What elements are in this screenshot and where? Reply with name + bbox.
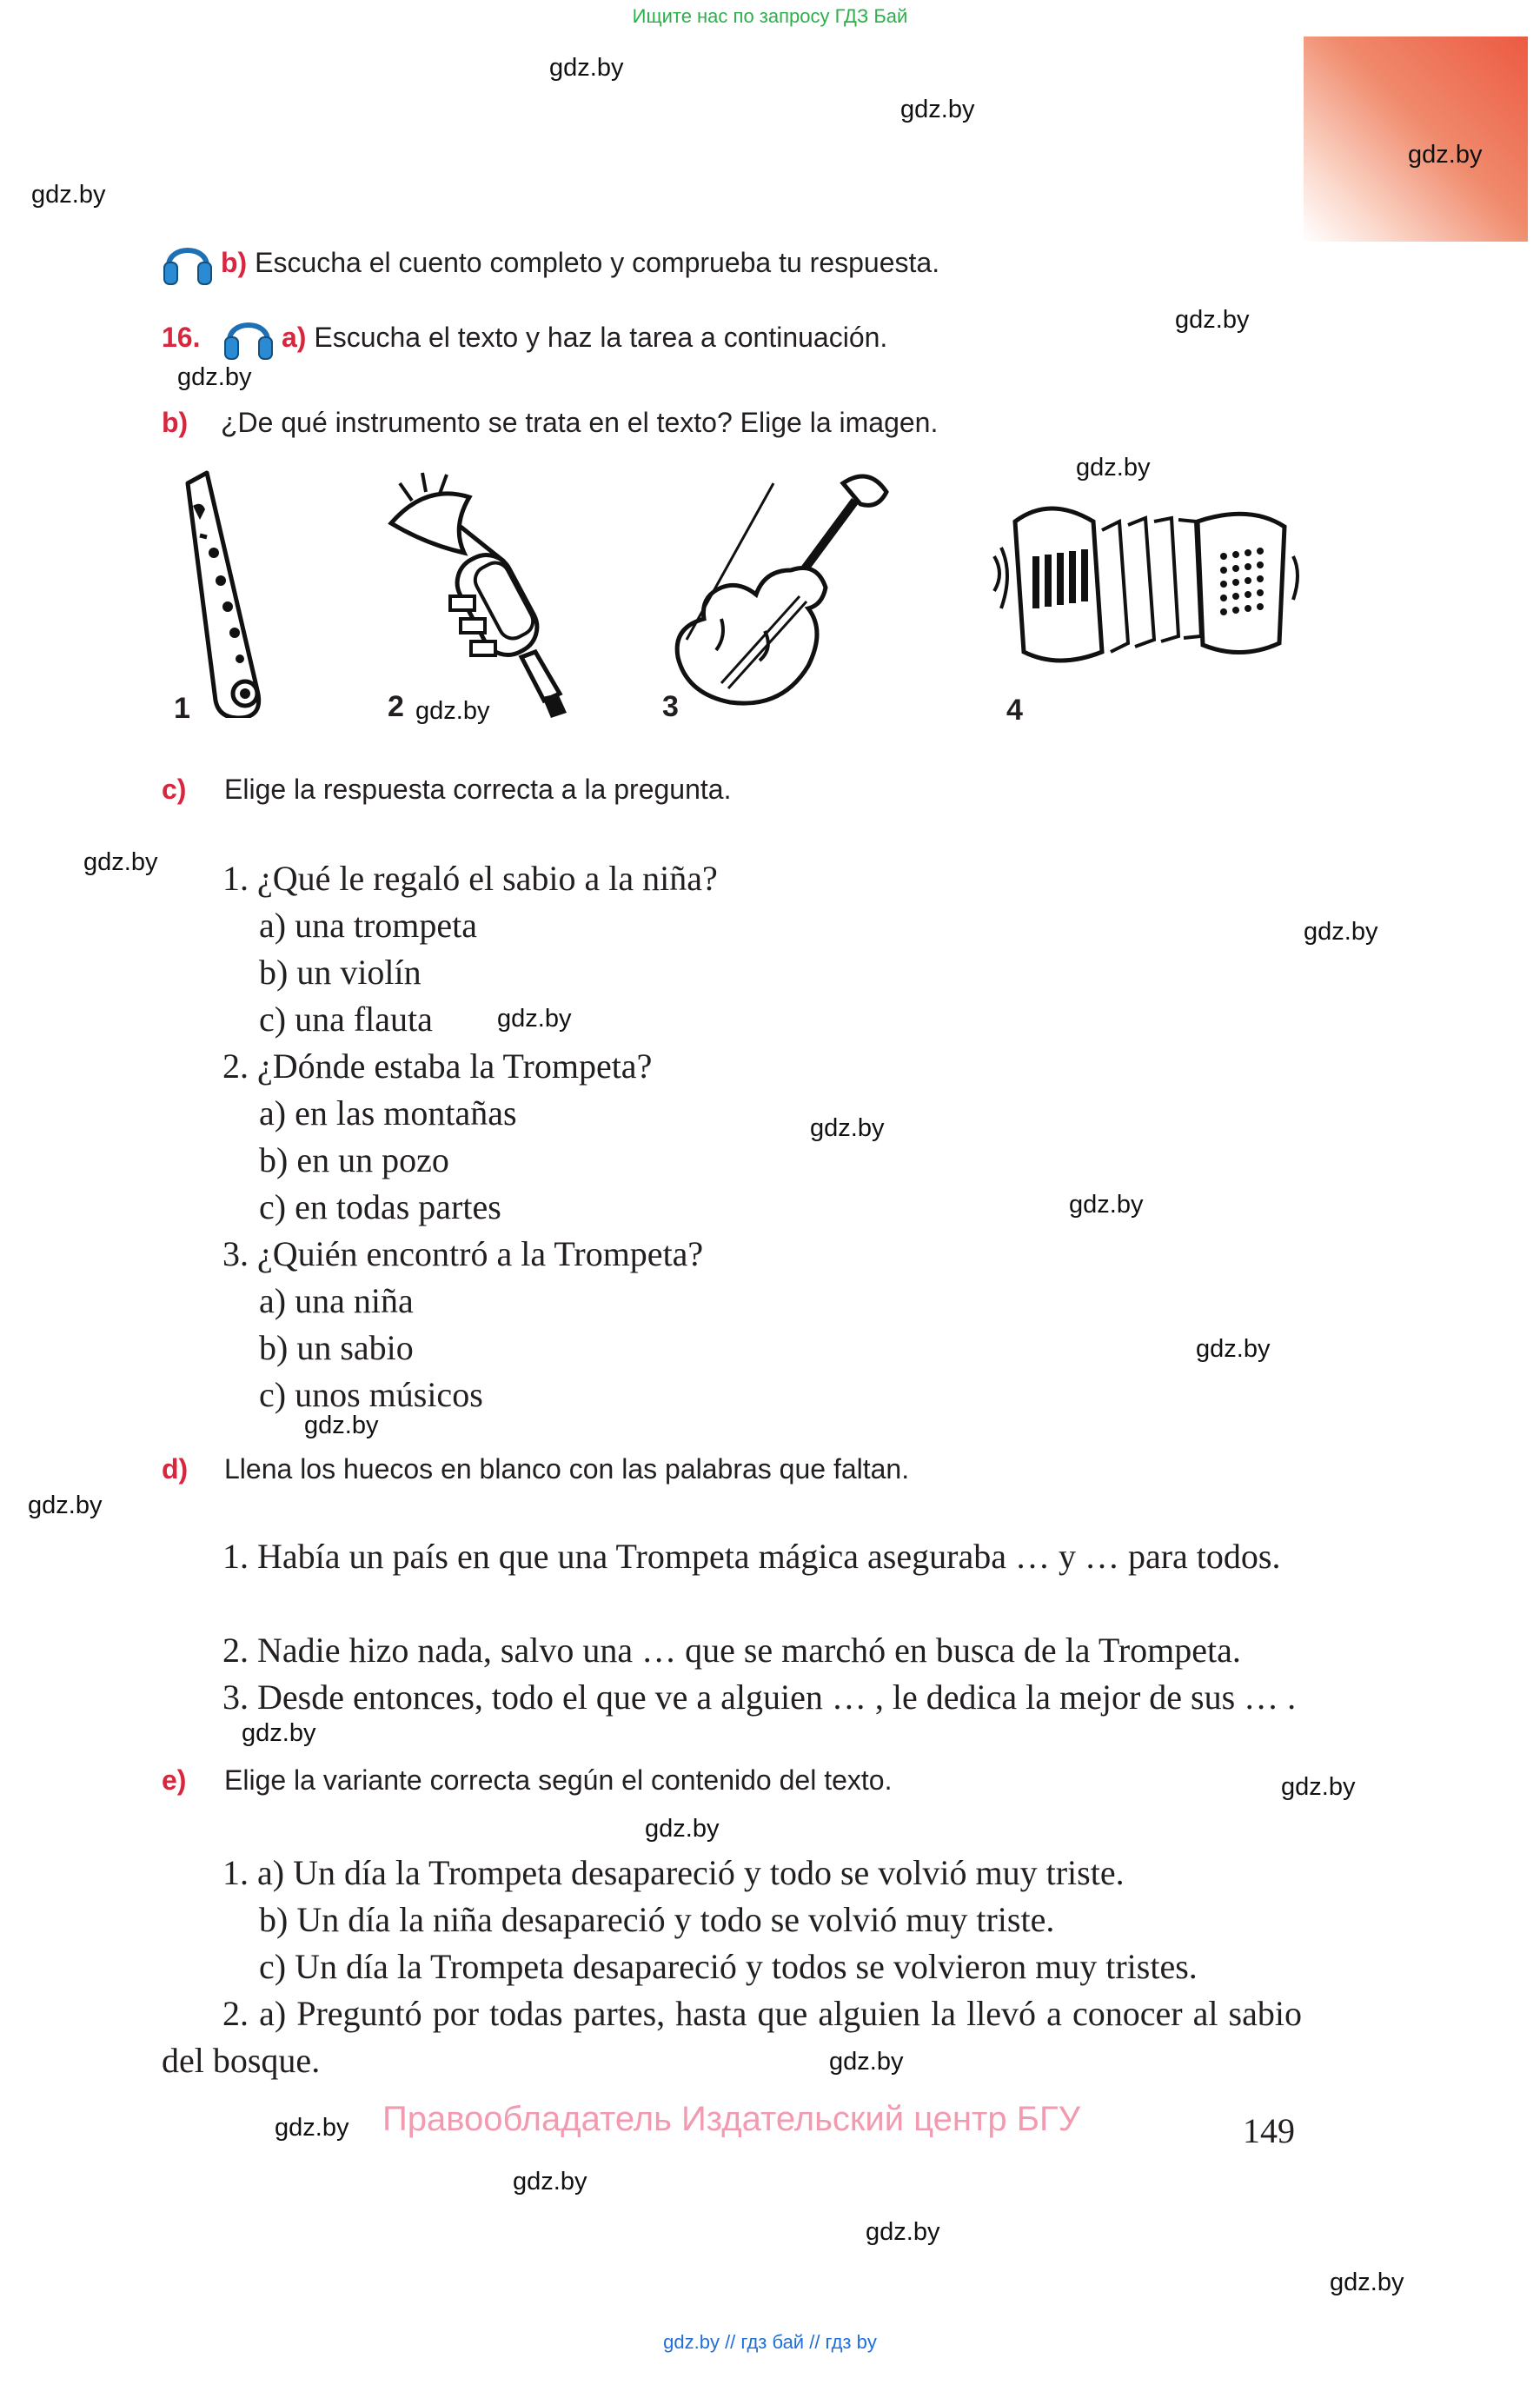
flute-icon[interactable] [162,466,292,718]
answer-variant[interactable]: 1. a) Un día la Trompeta desapareció y todo se volvió muy triste. [222,1853,1125,1892]
watermark: gdz.by [513,2168,587,2196]
instrument-label: 1 [174,692,190,725]
fill-in-sentence: 1. Había un país en que una Trompeta mágica aseguraba … y … para todos. [222,1537,1281,1576]
bottom-links[interactable]: gdz.by // гдз бай // гдз by [663,2331,877,2353]
part-letter: a) [282,322,307,353]
watermark: gdz.by [1330,2269,1404,2296]
question: 1. ¿Qué le regaló el sabio a la niña? [222,859,718,898]
question: 3. ¿Quién encontró a la Trompeta? [222,1234,704,1273]
watermark: gdz.by [304,1412,379,1439]
answer-variant[interactable]: b) Un día la niña desapareció y todo se volvió muy triste. [259,1900,1055,1939]
watermark: gdz.by [242,1719,316,1747]
watermark: gdz.by [1408,141,1483,169]
answer-option[interactable]: c) en todas partes [259,1187,501,1226]
part-letter: c) [162,774,187,805]
copyright-text: Правообладатель Издательский центр БГУ [382,2100,1081,2138]
violin-icon[interactable] [669,466,904,718]
answer-option[interactable]: c) unos músicos [259,1375,483,1414]
exercise-16-part-e [162,1764,892,1797]
watermark: gdz.by [415,697,490,725]
questions-list [222,855,718,1418]
answer-option[interactable]: b) un violín [259,953,422,992]
watermark: gdz.by [549,54,624,82]
answer-option[interactable]: a) una niña [259,1281,414,1320]
instruction-text: Elige la variante correcta según el contenido del texto. [224,1764,893,1796]
watermark: gdz.by [1196,1335,1271,1363]
part-letter: d) [162,1453,189,1485]
part-letter: e) [162,1764,187,1796]
exercise-16-number: 16. [162,322,201,353]
watermark: gdz.by [1069,1191,1144,1219]
headphones-icon[interactable] [162,236,214,287]
answer-option[interactable]: a) en las montañas [259,1093,517,1133]
watermark: gdz.by [1304,918,1378,946]
part-letter: b) [162,407,189,438]
watermark: gdz.by [177,363,252,391]
watermark: gdz.by [645,1815,720,1843]
instruction-text: Escucha el texto y haz la tarea a continuación. [314,322,888,353]
accordion-icon[interactable] [989,487,1302,687]
fill-in-sentence: 3. Desde entonces, todo el que ve a alguien … , le dedica la mejor de sus … . [222,1677,1297,1717]
instruction-text: Elige la respuesta correcta a la pregunta. [224,774,732,805]
watermark: gdz.by [900,96,975,123]
fill-in-sentence: 2. Nadie hizo nada, salvo una … que se marchó en busca de la Trompeta. [222,1631,1241,1670]
watermark: gdz.by [31,181,106,209]
watermark: gdz.by [810,1114,885,1142]
instrument-label: 4 [1006,694,1023,727]
exercise-16-part-d [162,1453,909,1485]
watermark: gdz.by [1175,306,1250,334]
instruction-text: Escucha el cuento completo y comprueba tu respuesta. [255,247,940,278]
answer-variant[interactable]: c) Un día la Trompeta desapareció y todos se volvieron muy tristes. [259,1947,1198,1986]
corner-gradient [1304,37,1528,242]
answer-option[interactable]: b) un sabio [259,1328,414,1367]
watermark: gdz.by [83,848,158,876]
watermark: gdz.by [829,2048,904,2076]
question: 2. ¿Dónde estaba la Trompeta? [222,1046,653,1086]
answer-variant[interactable]: 2. a) Preguntó por todas partes, hasta que alguien la llevó a conocer al sabio del bosque. [162,1994,1302,2080]
exercise-number [162,322,200,354]
answer-option[interactable]: c) una flauta [259,1000,433,1039]
exercise-15-part-b [221,247,939,279]
watermark: gdz.by [866,2218,940,2246]
top-search-link[interactable]: Ищите нас по запросу ГДЗ Бай [632,5,908,27]
instruction-text: ¿De qué instrumento se trata en el texto? Elige la imagen. [221,407,939,438]
exercise-16-part-b [162,407,938,439]
exercise-16-part-c [162,774,731,806]
exercise-16-part-a [282,322,887,354]
watermark: gdz.by [1076,454,1151,482]
instrument-label: 2 [388,690,404,723]
page-number: 149 [1243,2111,1295,2150]
part-letter: b) [221,247,248,278]
answer-option[interactable]: a) una trompeta [259,906,477,945]
watermark: gdz.by [497,1005,572,1033]
watermark: gdz.by [1281,1773,1356,1801]
instruction-text: Llena los huecos en blanco con las palabras que faltan. [224,1453,910,1485]
watermark: gdz.by [275,2114,349,2142]
answer-option[interactable]: b) en un pozo [259,1140,449,1179]
watermark: gdz.by [28,1491,103,1519]
trumpet-icon[interactable] [374,466,582,727]
instrument-label: 3 [662,690,679,723]
headphones-icon[interactable] [222,311,275,362]
